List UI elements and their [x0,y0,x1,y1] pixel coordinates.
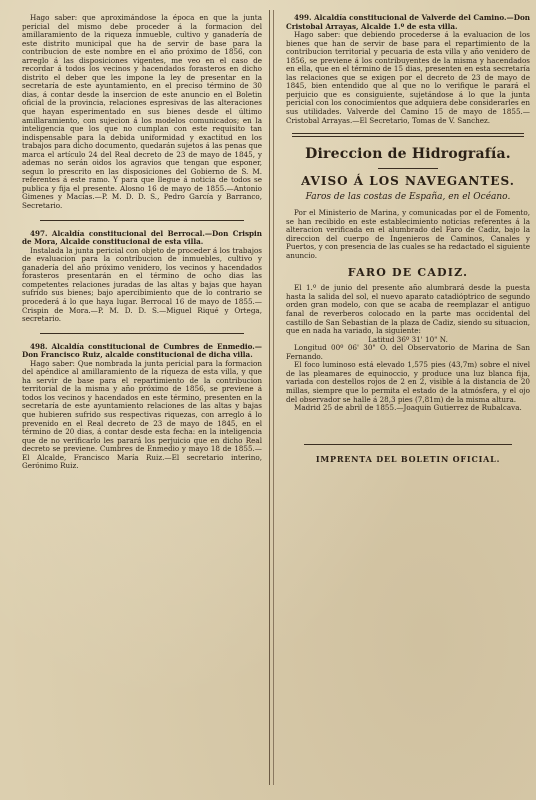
cumbres-notice-heading: 498. Alcaldía constitucional de Cumbres de Enmedio.—Don Francisco Ruiz, alcalde constitucional de dicha villa. [22,341,262,360]
left-column [22,14,262,471]
berrocal-notice-text: Instalada la junta pericial con objeto de proceder á los trabajos de evaluacion para la contribucion de inmuebles, cultivo y ganadería del año próximo venidero, los vecinos y hacendados forasteros presentarán en el término de ocho dias las competentes relaciones juradas de las altas y bajas que hayan sufrido sus bienes; bajo apercibimiento que de lo contrario se procederá á lo que haya lugar. Berrocal 16 de mayo de 1855.—Crispin de Mora.—P. M. D. D. S.—Miguel Riqué y Ortega, secretario. [22,245,262,324]
longitude-line: Longitud 00º 06' 30" O. del Observatorio de Marina de San Fernando. [286,343,530,361]
section-rule [304,444,512,445]
madrid-signature: Madrid 25 de abril de 1855.—Joaquin Gutierrez de Rubalcava. [294,403,522,413]
berrocal-notice-heading: 497. Alcaldía constitucional del Berrocal.—Don Crispin de Mora, Alcalde constitucional de esta villa. [22,228,262,247]
right-column [286,14,530,463]
faro-description-text: El 1.º de junio del presente año alumbrará desde la puesta hasta la salida del sol, el nuevo aparato catadióptrico de segundo orden gran modelo, con que se acaba de reemplazar el antiguo fanal de reverberos colocado en la parte mas occidental del castillo de San Sebastian de la plaza de Cadiz, siendo su situacion, que en nada ha variado, la siguiente: [286,283,530,336]
section-double-rule [292,133,524,137]
column-divider-inner [273,10,274,785]
blank-space [286,413,530,435]
faros-subtitle: Faros de las costas de España, en el Océano. [305,192,511,203]
section-rule [40,220,244,221]
cumbres-notice-text: Hago saber: Que nombrada la junta pericial para la formacion del apéndice al amillaramiento de la riqueza de esta villa, y que ha servir de base para el repartimiento de la contribucion territorial de la misma y año próximo de 1856, se previene á todos los vecinos y hacendados en este término, presenten en la secretaría de este ayuntamiento relaciones de las altas y bajas que hubieren sufrido sus respectivas riquezas, con arreglo á lo prevenido en el Real decreto de 23 de mayo de 1845, en el término de 20 dias, á contar desde esta fecha: en la inteligencia que de no verificarlo les parará los perjuicio que en dicho Real decreto se previene. Cumbres de Enmedio y mayo 18 de 1855.—El Alcalde, Francisco María Ruiz.—El secretario interino, Gerónimo Ruiz. [22,358,262,471]
alosno-notice-text: Hago saber: que aproximándose la época en que la junta pericial del mismo debe proceder á la formacion del amillaramiento de la riqueza inmueble, cultivo y ganadería de este distrito municipal que ha de servir de base para la contribucion de este nombre en el año próximo de 1856, con arreglo á las disposiciones vigentes, me veo en el caso de recordar á todos los vecinos y hacendados forasteros en dicho distrito el deber que les impone la ley de presentar en la secretaría de este ayuntamiento, en el preciso término de 30 dias, á contar desde la insercion de este anuncio en el Boletin oficial de la provincia, relaciones espresivas de las alteraciones que hayan esperimentado en sus bienes desde el último amillaramiento, con sujecion á los modelos comunicados; en la inteligencia que los que no cumplan con este requisito tan indispensable para la debida uniformidad y exactitud en los trabajos para dicho documento, quedarán sujetos á las penas que marca el artículo 24 del Real decreto de 23 de mayo de 1845, y ademas no serán oidos los agravios que tengan que esponer, segun lo prescrito en las disposiciones del Gobierno de S. M. referentes á este ramo. Y para que llegue á noticia de todos se publica y fija el presente. Alosno 16 de mayo de 1855.—Antonio Gimenes y Macías.—P. M. D. D. S., Pedro García y Barranco, Secretario. [22,13,262,211]
aviso-navegantes-title: AVISO Á LOS NAVEGANTES. [301,174,515,189]
faro-cadiz-title: FARO DE CADIZ. [347,266,469,280]
hydrography-section-title: Direccion de Hidrografía. [305,146,511,163]
valverde-notice-heading: 499. Alcaldía constitucional de Valverde del Camino.—Don Cristobal Arrayas, Alcalde 1.º de esta villa. [286,13,530,31]
section-rule [40,333,244,334]
hydrography-intro-text: Por el Ministerio de Marina, y comunicadas por el de Fomento, se han recibido en este establecimiento noticias referentes á la alteracion verificada en el alumbrado del Faro de Cadiz, bajo la direccion del cuerpo de Ingenieros de Caminos, Canales y Puertos, y con presencia de las cuales se ha redactado el siguiente anuncio. [286,208,530,260]
faro-light-text: El foco luminoso está elevado 1,575 pies (43,7m) sobre el nivel de las pleamares de equinoccio, y produce una luz blanca fija, variada con destellos rojos de 2 en 2, visible á la distancia de 20 millas, siempre que lo permita el estado de la atmósfera, y el ojo del observador se halle á 28,3 pies (7,81m) de la misma altura. [286,360,530,404]
latitude-line: Latitud 36º 31' 10" N. [368,334,448,344]
title-rule [378,168,438,169]
imprenta-footer: IMPRENTA DEL BOLETIN OFICIAL. [315,453,501,464]
valverde-notice-text: Hago saber: que debiendo procederse á la evaluacion de los bienes que han de servir de base para el repartimiento de la contribucion territorial y pecuaria de esta villa y año venidero de 1856, se previene á los contribuyentes de la misma y hacendados en ella, que en el término de 15 dias, presenten en esta secretaría las relaciones que se exigen por el decreto de 23 de mayo de 1845, bien entendido que al que no lo verifique le parará el perjuicio que es consiguiente, sujetándose á lo que la junta pericial con los conocimientos que adquiera debe considerarles en sus utilidades. Valverde del Camino 15 de mayo de 1855.—Cristobal Arrayas.—El Secretario, Tomas de V. Sanchez. [286,30,530,125]
column-divider [269,10,270,785]
